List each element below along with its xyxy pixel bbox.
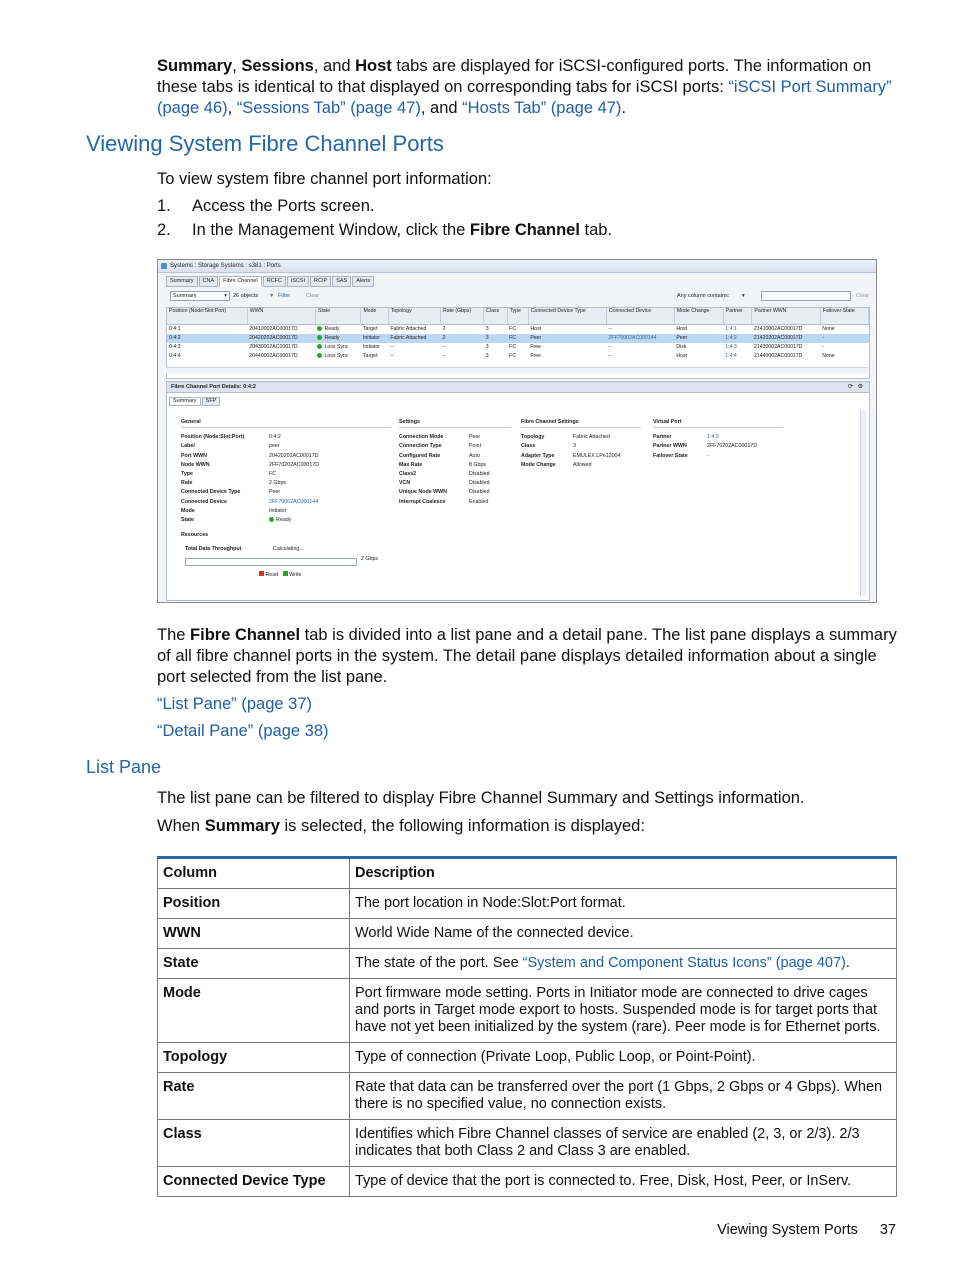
ports-table-header (167, 308, 869, 325)
summary-text: is selected, the following information is displayed: (279, 817, 645, 835)
intro-separator: , and (420, 99, 463, 117)
step-number: 2. (157, 221, 171, 239)
detail-key: Partner WWN (653, 443, 687, 450)
detail-key: Connected Device (181, 498, 227, 505)
table-cell: -- (608, 326, 612, 332)
table-cell: 21420202AC00017D (752, 334, 820, 343)
vertical-scrollbar[interactable] (860, 410, 867, 596)
grid-column-header[interactable]: Connected Device (606, 308, 674, 325)
detail-row (181, 479, 391, 488)
column-description (350, 889, 897, 919)
page-number: 37 (879, 1222, 896, 1238)
table-cell: -- (442, 344, 446, 350)
summary-text: When (157, 817, 205, 835)
column-description (350, 1167, 897, 1197)
grid-column-header[interactable]: Partner WWN (752, 308, 820, 325)
footer-title: Viewing System Ports (717, 1222, 858, 1238)
detail-key: Unique Node WWN (399, 489, 447, 496)
status-icon (269, 517, 274, 522)
detail-row (521, 442, 641, 451)
detail-value (269, 516, 291, 525)
search-input[interactable] (761, 291, 851, 301)
detail-row (399, 488, 511, 497)
table-cell: 3 (484, 334, 507, 343)
detail-value: Peer (469, 434, 481, 441)
detail-key: Node WWN (181, 461, 210, 468)
detail-key: Position (Node:Slot:Port) (181, 434, 245, 441)
table-cell: FC (509, 344, 517, 350)
table-row (158, 979, 897, 1043)
panes-text: tab is divided into a list pane and a detail pane. The list pane displays a summary of all fibre channel ports in the system. The detail pane displays detailed information about a single port selected from the list pane. (157, 626, 897, 686)
table-cell: Peer (674, 334, 723, 343)
description-text: Type of device that the port is connected to. Free, Disk, Host, Peer, or InServ. (355, 1173, 852, 1189)
detail-row (399, 452, 511, 461)
detail-key: Label (181, 443, 195, 450)
ports-table-body (167, 325, 869, 362)
window-title: Systems : Storage Systems : s381 : Ports (170, 263, 281, 269)
detail-row (181, 452, 391, 461)
intro-separator: , (227, 99, 237, 117)
table-cell: -- (608, 353, 612, 359)
view-select[interactable]: Summary ▾ (170, 291, 230, 301)
tab-alerts[interactable]: Alerts (352, 276, 374, 287)
port-detail-pane (166, 381, 870, 601)
table-cell (315, 343, 360, 352)
grid-column-header[interactable]: Failover State (820, 308, 868, 325)
status-icon (317, 335, 322, 340)
detail-row (653, 433, 783, 442)
detail-tab-sfp[interactable]: SFP (202, 397, 221, 406)
tab-iscsi[interactable]: iSCSI (287, 276, 309, 287)
settings-group (399, 418, 511, 507)
table-header-row (158, 858, 897, 889)
description-header: Description (350, 858, 897, 889)
grid-column-header[interactable]: Partner (723, 308, 752, 325)
tab-fibre-channel[interactable]: Fibre Channel (219, 276, 262, 287)
detail-key: Type (181, 471, 193, 478)
table-cell: -- (608, 344, 612, 350)
tab-rcip[interactable]: RCIP (310, 276, 331, 287)
detail-pane-link[interactable]: “Detail Pane” (page 38) (157, 722, 329, 740)
detail-row (399, 498, 511, 507)
detail-row (181, 507, 391, 516)
table-row[interactable] (167, 343, 869, 352)
settings-rows (399, 433, 511, 507)
general-rows (181, 433, 391, 525)
detail-value: Peer (269, 489, 281, 496)
table-cell: Host (676, 353, 687, 359)
ports-table (167, 308, 869, 361)
clear-filter-button[interactable]: Clear (306, 293, 320, 299)
table-cell: 20440002AC00017D (249, 353, 298, 359)
panes-text: The (157, 626, 191, 644)
subsection-title: List Pane (86, 757, 162, 777)
grid-column-header[interactable]: WWN (247, 308, 315, 325)
intro-separator: , (232, 57, 242, 75)
detail-row (521, 433, 641, 442)
detail-value: Allowed (573, 461, 592, 468)
detail-value: Disabled (469, 471, 490, 478)
column-name: Connected Device Type (158, 1167, 350, 1197)
settings-title: Settings (399, 418, 511, 428)
column-description (350, 919, 897, 949)
detail-key: Rate (181, 480, 193, 487)
table-cell: 0:4:4 (169, 353, 181, 359)
table-row[interactable] (167, 334, 869, 343)
detail-value: 2FF70002AC000144 (269, 498, 319, 505)
table-cell: FC (509, 326, 517, 332)
table-cell: 1:4:4 (725, 353, 737, 359)
fc-settings-title: Fibre Channel Settings (521, 418, 641, 428)
detail-row (653, 452, 783, 461)
detail-value: FC (269, 471, 277, 478)
column-description (350, 949, 897, 979)
table-cell: 1:4:3 (725, 344, 737, 350)
column-description (350, 1120, 897, 1167)
summary-option-name: Summary (204, 817, 280, 835)
description-text: The state of the port. See (355, 955, 523, 971)
description-text: Rate that data can be transferred over the port (1 Gbps, 2 Gbps or 4 Gbps). When there is no specified value, no connection exists. (355, 1079, 883, 1112)
storage-system-icon (161, 263, 167, 269)
intro-end: . (621, 99, 627, 117)
refresh-icon[interactable]: ⟳ (847, 384, 853, 390)
horizontal-scrollbar[interactable] (166, 367, 868, 374)
detail-row (181, 461, 391, 470)
iscsi-port-summary-link[interactable]: “iSCSI Port Summary” (page 46) (157, 78, 892, 117)
status-icon (317, 344, 322, 349)
ports-tab-strip (166, 276, 374, 287)
detail-value: 2 Gbps (269, 480, 287, 487)
column-name: Topology (158, 1043, 350, 1073)
table-cell: 20420202AC00017D (247, 334, 315, 343)
table-cell: FC (509, 353, 517, 359)
detail-value: 0:4:2 (269, 434, 281, 441)
table-cell: Peer (528, 334, 606, 343)
panes-paragraph (157, 625, 899, 688)
status-icons-link[interactable]: “System and Component Status Icons” (page 407) (522, 955, 846, 971)
grid-column-header[interactable]: Class (484, 308, 507, 325)
detail-key: Configured Rate (399, 452, 441, 459)
table-body (158, 889, 897, 1197)
table-row (158, 919, 897, 949)
table-cell: 21430002AC00017D (753, 344, 803, 350)
table-cell: 3 (485, 344, 489, 350)
detail-value: 2FF70202AC00017D (269, 461, 320, 468)
read-legend-swatch (259, 571, 264, 576)
table-cell: 0:4:1 (169, 326, 181, 332)
fc-settings-rows (521, 433, 641, 470)
table-cell: Free (530, 344, 541, 350)
detail-key: Mode (181, 507, 195, 514)
detail-value: Fabric Attached (573, 434, 610, 441)
detail-key: Interrupt Coalesce (399, 498, 446, 505)
column-name: WWN (158, 919, 350, 949)
detail-row (399, 442, 511, 451)
table-cell: Initiator (362, 344, 380, 350)
window-title-bar (158, 260, 876, 273)
detail-value: Auto (469, 452, 480, 459)
step-text: In the Management Window, click the (192, 221, 470, 239)
table-cell: 21440002AC00017D (753, 353, 803, 359)
throughput-row (185, 545, 391, 554)
resources-title: Resources (181, 532, 209, 539)
filter-button[interactable]: Filter (278, 293, 291, 299)
detail-row (399, 433, 511, 442)
detail-key: Mode Change (521, 461, 556, 468)
management-window-screenshot (157, 259, 877, 603)
table-cell: Target (362, 326, 378, 332)
table-cell: Host (676, 326, 687, 332)
description-text: Type of connection (Private Loop, Public Loop, or Point-Point). (355, 1049, 756, 1065)
detail-row (399, 479, 511, 488)
tab-cna[interactable]: CNA (199, 276, 219, 287)
grid-column-header[interactable]: Mode (361, 308, 388, 325)
filter-paragraph: The list pane can be filtered to display Fibre Channel Summary and Settings information. (157, 789, 805, 807)
virtual-port-rows (653, 433, 783, 461)
detail-value: 3 (573, 443, 576, 450)
sessions-tab-name: Sessions (241, 57, 314, 75)
column-name: Position (158, 889, 350, 919)
table-cell (315, 334, 360, 343)
table-cell: 1:4:2 (723, 334, 752, 343)
detail-row (181, 488, 391, 497)
detail-key: Connection Mode (399, 434, 444, 441)
detail-key: Connection Type (399, 443, 442, 450)
settings-icon[interactable]: ⚙ (857, 384, 863, 390)
detail-key: Adapter Type (521, 452, 555, 459)
step-item (157, 194, 612, 218)
filter-icon[interactable]: ▼ (269, 293, 275, 299)
steps-intro: To view system fibre channel port information: (157, 170, 492, 188)
table-cell: - (822, 344, 824, 350)
detail-row (181, 470, 391, 479)
detail-value: Point (469, 443, 482, 450)
table-cell: Disk (676, 344, 687, 350)
grid-column-header[interactable]: Connected Device Type (528, 308, 606, 325)
detail-tab-strip (169, 397, 220, 406)
table-cell (315, 325, 360, 335)
write-legend-label: Write (289, 571, 302, 578)
table-cell: Initiator (361, 334, 388, 343)
tab-sas[interactable]: SAS (332, 276, 351, 287)
detail-value: Initiator (269, 507, 287, 514)
detail-key: Partner (653, 434, 672, 441)
throughput-label: Total Data Throughput (185, 546, 242, 553)
summary-paragraph (157, 816, 899, 837)
detail-value: Disabled (469, 480, 490, 487)
detail-key: Failover State (653, 452, 688, 459)
detail-key: State (181, 517, 194, 524)
host-tab-name: Host (355, 57, 392, 75)
detail-key: Class2 (399, 471, 417, 478)
detail-value: 1:4:2 (707, 434, 719, 441)
column-name: Class (158, 1120, 350, 1167)
search-label: Any column contains: (677, 293, 730, 299)
table-cell: None (822, 353, 835, 359)
table-cell: 2FF70002AC000144 (606, 334, 674, 343)
detail-value: EMULEX LPe12004 (573, 452, 621, 459)
description-text: World Wide Name of the connected device. (355, 925, 634, 941)
table-cell: -- (390, 353, 394, 359)
grid-column-header[interactable]: Type (507, 308, 528, 325)
column-description (350, 979, 897, 1043)
column-description (350, 1043, 897, 1073)
detail-tab-summary[interactable]: Summary (169, 397, 201, 406)
summary-tab-name: Summary (157, 57, 233, 75)
detail-key: Class (521, 443, 536, 450)
tab-summary[interactable]: Summary (166, 276, 198, 287)
status-icon (317, 326, 322, 331)
detail-row (521, 461, 641, 470)
throughput-max: 2 Gbps (361, 555, 379, 562)
table-cell: Free (530, 353, 541, 359)
throughput-value: Calculating... (273, 546, 304, 553)
sessions-tab-link[interactable]: “Sessions Tab” (page 47) (236, 99, 421, 117)
fc-settings-group (521, 418, 641, 470)
table-cell: 0:4:2 (167, 334, 247, 343)
table-cell: - (820, 334, 868, 343)
detail-value: Disabled (469, 489, 490, 496)
general-group (181, 418, 391, 580)
throughput-legend (259, 571, 391, 580)
column-description-table (157, 856, 897, 1197)
description-text: Identifies which Fibre Channel classes of service are enabled (2, 3, or 2/3). 2/3 indicates that both Class 2 and Class 3 are enabled. (355, 1126, 860, 1159)
column-description (350, 1073, 897, 1120)
detail-key: Connected Device Type (181, 489, 241, 496)
table-row (158, 889, 897, 919)
write-legend-swatch (283, 571, 288, 576)
column-name: Rate (158, 1073, 350, 1120)
table-cell: 2 (442, 326, 446, 332)
table-cell: Host (530, 326, 541, 332)
description-text: The port location in Node:Slot:Port format. (355, 895, 626, 911)
table-cell: 20410002AC00017D (249, 326, 298, 332)
step-item (157, 218, 612, 242)
table-cell: 1:4:1 (725, 326, 737, 332)
tab-rcfc[interactable]: RCFC (263, 276, 286, 287)
general-title: General (181, 418, 391, 428)
table-row (158, 1073, 897, 1120)
status-icon (317, 353, 322, 358)
search-clear-button[interactable]: Clear (856, 293, 870, 299)
table-row[interactable] (167, 352, 869, 361)
section-title: Viewing System Fibre Channel Ports (86, 131, 444, 156)
hosts-tab-link[interactable]: “Hosts Tab” (page 47) (462, 99, 622, 117)
table-row[interactable] (167, 325, 869, 335)
table-row (158, 949, 897, 979)
virtual-port-title: Virtual Port (653, 418, 783, 428)
step-text: tab. (579, 221, 613, 239)
table-cell: Fabric Attached (390, 326, 427, 332)
list-toolbar (166, 289, 868, 301)
table-cell: 3 (485, 326, 489, 332)
table-cell: -- (390, 344, 394, 350)
table-cell (315, 352, 360, 361)
object-count: 26 objects (233, 293, 259, 299)
detail-key: Port WWN (181, 452, 207, 459)
detail-row (181, 516, 391, 525)
table-row (158, 1167, 897, 1197)
status-text: Ready (324, 326, 340, 332)
table-cell: 20430002AC00017D (249, 344, 298, 350)
grid-column-header[interactable]: Mode Change (674, 308, 723, 325)
table-cell: 3 (485, 353, 489, 359)
fibre-channel-tab-name: Fibre Channel (190, 626, 301, 644)
status-text: Loss Sync (324, 353, 349, 359)
table-cell: None (822, 326, 835, 332)
column-header: Column (158, 858, 350, 889)
grid-column-header[interactable]: Topology (388, 308, 440, 325)
detail-value: peer (269, 443, 280, 450)
table-row (158, 1043, 897, 1073)
grid-column-header[interactable]: Position (Node:Slot:Port) (167, 308, 247, 325)
column-name: State (158, 949, 350, 979)
detail-value: - (707, 452, 709, 459)
description-text: Port firmware mode setting. Ports in Initiator mode are connected to drive cages and ports in Target mode export to hosts. Suspended mode is for target ports that have not yet been initialized by the system (rare). Peer mode is for Ethernet ports. (355, 985, 881, 1035)
column-name: Mode (158, 979, 350, 1043)
fibre-channel-tab-name: Fibre Channel (469, 221, 580, 239)
detail-key: Max Rate (399, 461, 423, 468)
detail-value: Enabled (469, 498, 489, 505)
table-cell: -- (442, 353, 446, 359)
steps-list (157, 194, 612, 242)
description-text: . (845, 955, 850, 971)
virtual-port-group (653, 418, 783, 461)
throughput-bar (185, 558, 357, 566)
detail-header: Fibre Channel Port Details: 0:4:2 (167, 382, 869, 393)
status-text: Loss Sync (324, 344, 349, 350)
detail-key: Topology (521, 434, 545, 441)
intro-text: tabs are displayed for iSCSI-configured ports. The information on these tabs is identical to that displayed on corresponding tabs for iSCSI ports: (157, 57, 872, 96)
table-cell: Fabric Attached (388, 334, 440, 343)
status-text: Ready (324, 335, 340, 341)
detail-value: 20420202AC00017D (269, 452, 319, 459)
intro-paragraph (157, 56, 899, 119)
table-cell: 21410002AC00017D (753, 326, 803, 332)
detail-row (399, 461, 511, 470)
detail-row (181, 442, 391, 451)
table-cell: 2 (440, 334, 483, 343)
step-number: 1. (157, 197, 171, 215)
grid-column-header[interactable]: Rate (Gbps) (440, 308, 483, 325)
table-cell: Target (362, 353, 378, 359)
table-cell: 0:4:3 (169, 344, 181, 350)
table-cell: FC (507, 334, 528, 343)
chevron-down-icon[interactable]: ▾ (742, 293, 745, 299)
detail-row (181, 433, 391, 442)
intro-separator: , and (313, 57, 356, 75)
detail-row (653, 442, 783, 451)
grid-column-header[interactable]: State (315, 308, 360, 325)
list-pane-link[interactable]: “List Pane” (page 37) (157, 695, 313, 713)
detail-row (399, 470, 511, 479)
detail-row (181, 498, 391, 507)
step-text: Access the Ports screen. (192, 197, 375, 215)
table-row (158, 1120, 897, 1167)
page-footer (0, 1222, 896, 1238)
status-text: Ready (276, 517, 292, 524)
detail-row (521, 452, 641, 461)
detail-key: VCN (399, 480, 411, 487)
throughput-gauge (181, 555, 391, 567)
read-legend-label: Read (265, 571, 279, 578)
detail-value: 8 Gbps (469, 461, 487, 468)
detail-value: 2FF70202AC00017D (707, 443, 758, 450)
